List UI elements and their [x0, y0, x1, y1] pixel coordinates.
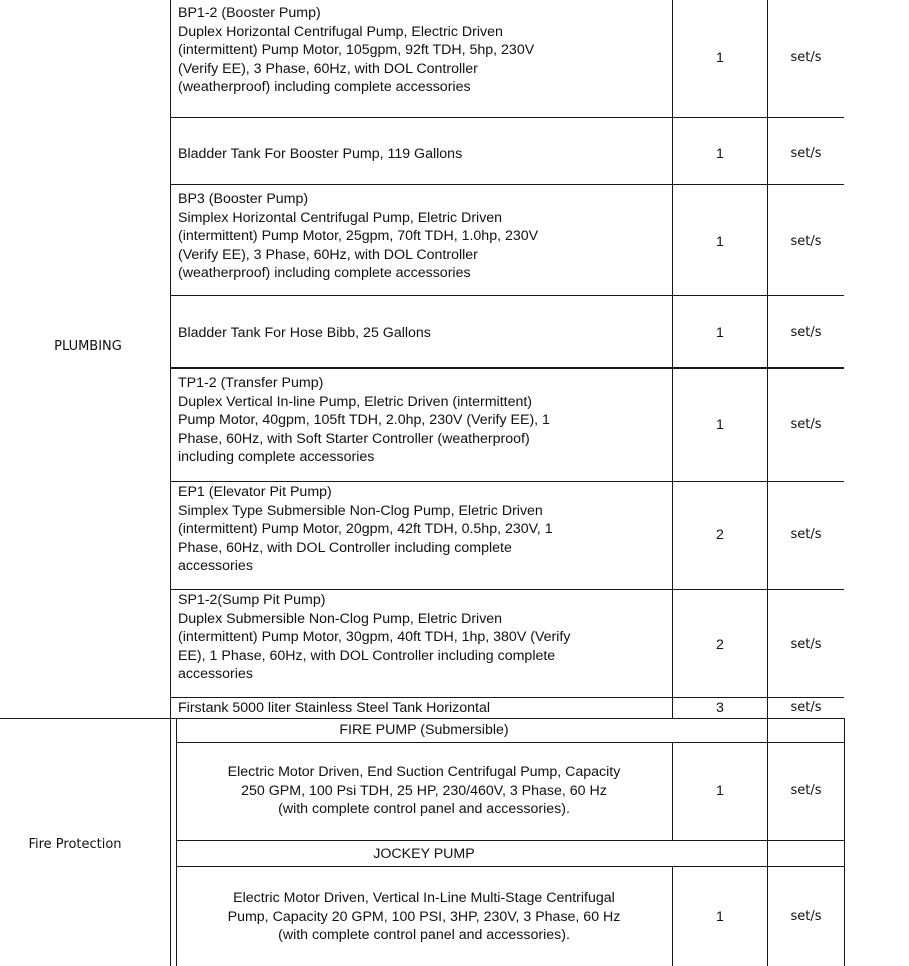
item-quantity: 1 — [716, 50, 724, 66]
item-description: BP3 (Booster Pump) Simplex Horizontal Centrifugal Pump, Eletric Driven (intermittent) Pump Motor, 25gpm, 70ft TDH, 1.0hp, 230V (Verify EE), 3 Phase, 60Hz, with DOL Controller (weatherproof) including complete accessories — [178, 191, 539, 282]
row-divider — [170, 295, 844, 296]
row-divider — [170, 367, 844, 369]
item-unit: set/s — [790, 50, 822, 65]
item-description: BP1-2 (Booster Pump) Duplex Horizontal Centrifugal Pump, Electric Driven (intermittent) Pump Motor, 105gpm, 92ft TDH, 5hp, 230V (Verify EE), 3 Phase, 60Hz, with DOL Controller (weatherproof) including complete accessories — [178, 5, 535, 96]
item-unit: set/s — [790, 909, 822, 924]
item-quantity: 1 — [716, 909, 724, 925]
item-unit: set/s — [790, 325, 822, 340]
row-divider — [176, 840, 844, 841]
item-description: Electric Motor Driven, End Suction Centrifugal Pump, Capacity 250 GPM, 100 Psi TDH, 25 HP, 230/460V, 3 Phase, 60 Hz (with complete control panel and accessories). — [227, 764, 621, 818]
row-divider — [170, 184, 844, 185]
row-divider — [170, 481, 844, 482]
item-quantity: 2 — [716, 527, 724, 543]
row-divider — [170, 117, 844, 118]
item-quantity: 1 — [716, 325, 724, 341]
row-divider — [170, 697, 844, 698]
item-description: Bladder Tank For Hose Bibb, 25 Gallons — [178, 325, 431, 341]
item-quantity: 3 — [716, 700, 724, 716]
grid-line — [170, 0, 171, 966]
category-label-plumbing: PLUMBING — [54, 339, 122, 354]
item-quantity: 1 — [716, 234, 724, 250]
item-unit: set/s — [790, 700, 822, 715]
item-unit: set/s — [790, 234, 822, 249]
section-divider — [0, 718, 844, 719]
item-unit: set/s — [790, 783, 822, 798]
row-divider — [176, 742, 844, 743]
item-unit: set/s — [790, 146, 822, 161]
item-quantity: 1 — [716, 417, 724, 433]
item-description: Electric Motor Driven, Vertical In-Line Multi-Stage Centrifugal Pump, Capacity 20 GPM, 100 PSI, 3HP, 230V, 3 Phase, 60 Hz (with complete control panel and accessories). — [227, 890, 621, 944]
item-description: Bladder Tank For Booster Pump, 119 Gallons — [178, 146, 463, 162]
item-description: Firstank 5000 liter Stainless Steel Tank Horizontal — [178, 700, 491, 716]
item-description: SP1-2(Sump Pit Pump) Duplex Submersible Non-Clog Pump, Eletric Driven (intermittent) Pump Motor, 30gpm, 40ft TDH, 1hp, 380V (Verify EE), 1 Phase, 60Hz, with DOL Controller including complete accessories — [178, 592, 571, 683]
item-unit: set/s — [790, 527, 822, 542]
row-divider — [170, 589, 844, 590]
item-quantity: 1 — [716, 783, 724, 799]
item-description: TP1-2 (Transfer Pump) Duplex Vertical In-line Pump, Eletric Driven (intermittent) Pump Motor, 40gpm, 105ft TDH, 2.0hp, 230V (Verify EE), 1 Phase, 60Hz, with Soft Starter Controller (weatherproof) including complete accessories — [178, 375, 550, 466]
row-divider — [176, 866, 844, 867]
item-description: EP1 (Elevator Pit Pump) Simplex Type Submersible Non-Clog Pump, Eletric Driven (intermittent) Pump Motor, 20gpm, 42ft TDH, 0.5hp, 230V, 1 Phase, 60Hz, with DOL Controller including complete accessories — [178, 484, 553, 575]
item-unit: set/s — [790, 637, 822, 652]
section-heading-jockey-pump: JOCKEY PUMP — [373, 846, 475, 862]
grid-line — [844, 718, 845, 966]
section-heading-fire-pump: FIRE PUMP (Submersible) — [339, 722, 509, 738]
item-quantity: 1 — [716, 146, 724, 162]
item-quantity: 2 — [716, 637, 724, 653]
category-label-fire-protection: Fire Protection — [28, 837, 122, 852]
item-unit: set/s — [790, 417, 822, 432]
